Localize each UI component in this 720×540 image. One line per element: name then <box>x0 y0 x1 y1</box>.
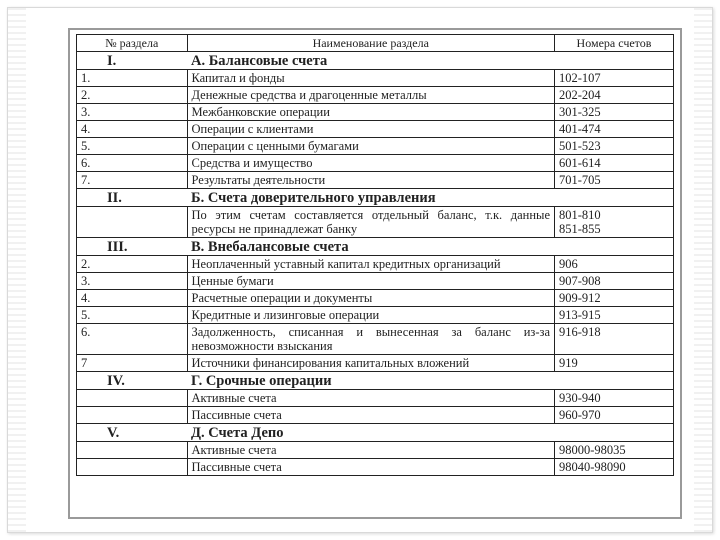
row-number: 5. <box>77 138 188 155</box>
row-accounts: 301-325 <box>555 104 674 121</box>
row-number: 4. <box>77 290 188 307</box>
table-row <box>77 172 674 189</box>
row-name: Результаты деятельности <box>187 172 555 189</box>
table-row <box>77 121 674 138</box>
right-decoration <box>694 8 712 532</box>
section-row <box>77 189 674 207</box>
row-number: 5. <box>77 307 188 324</box>
row-accounts: 202-204 <box>555 87 674 104</box>
table-row <box>77 459 674 476</box>
section-number: III. <box>77 238 188 256</box>
row-accounts: 98040-98090 <box>555 459 674 476</box>
header-accounts: Номера счетов <box>555 35 674 52</box>
section-number: I. <box>77 52 188 70</box>
row-name: Кредитные и лизинговые операции <box>187 307 555 324</box>
section-title: В. Внебалансовые счета <box>187 238 674 256</box>
row-number: 7 <box>77 355 188 372</box>
row-name: Средства и имущество <box>187 155 555 172</box>
row-accounts: 601-614 <box>555 155 674 172</box>
table-row <box>77 355 674 372</box>
row-name: Межбанковские операции <box>187 104 555 121</box>
row-number: 4. <box>77 121 188 138</box>
section-number: IV. <box>77 372 188 390</box>
row-number: 6. <box>77 155 188 172</box>
row-number <box>77 390 188 407</box>
row-name: Пассивные счета <box>187 459 555 476</box>
table-row <box>77 155 674 172</box>
row-name: Задолженность, списанная и вынесенная за баланс из-за невозможности взыскания <box>187 324 555 355</box>
row-name: Пассивные счета <box>187 407 555 424</box>
table-header <box>77 35 674 52</box>
row-accounts: 801-810 851-855 <box>555 207 674 238</box>
chart-of-accounts-table <box>76 34 674 476</box>
row-name: Источники финансирования капитальных вложений <box>187 355 555 372</box>
row-accounts: 930-940 <box>555 390 674 407</box>
row-name: Активные счета <box>187 390 555 407</box>
row-accounts: 916-918 <box>555 324 674 355</box>
table-row <box>77 87 674 104</box>
row-name: Расчетные операции и документы <box>187 290 555 307</box>
table-row <box>77 70 674 87</box>
table-row <box>77 138 674 155</box>
row-number: 3. <box>77 104 188 121</box>
row-accounts: 501-523 <box>555 138 674 155</box>
table-row <box>77 407 674 424</box>
row-accounts: 909-912 <box>555 290 674 307</box>
table-row <box>77 307 674 324</box>
left-decoration <box>8 8 26 532</box>
table-row <box>77 390 674 407</box>
row-number: 3. <box>77 273 188 290</box>
table-row <box>77 207 674 238</box>
row-accounts: 102-107 <box>555 70 674 87</box>
section-row <box>77 238 674 256</box>
row-name: Активные счета <box>187 442 555 459</box>
section-title: Д. Счета Депо <box>187 424 674 442</box>
row-name: Операции с клиентами <box>187 121 555 138</box>
section-title: Б. Счета доверительного управления <box>187 189 674 207</box>
table-row <box>77 324 674 355</box>
row-number: 1. <box>77 70 188 87</box>
header-num: № раздела <box>77 35 188 52</box>
row-accounts: 960-970 <box>555 407 674 424</box>
row-accounts: 913-915 <box>555 307 674 324</box>
row-name: Операции с ценными бумагами <box>187 138 555 155</box>
row-number: 2. <box>77 87 188 104</box>
section-number: II. <box>77 189 188 207</box>
table-row <box>77 256 674 273</box>
section-row <box>77 52 674 70</box>
row-accounts: 98000-98035 <box>555 442 674 459</box>
section-row <box>77 424 674 442</box>
table-row <box>77 442 674 459</box>
row-accounts: 919 <box>555 355 674 372</box>
row-name: Ценные бумаги <box>187 273 555 290</box>
row-name: По этим счетам составляется отдельный баланс, т.к. данные ресурсы не принадлежат банку <box>187 207 555 238</box>
row-accounts: 906 <box>555 256 674 273</box>
section-number: V. <box>77 424 188 442</box>
row-number: 7. <box>77 172 188 189</box>
row-number: 2. <box>77 256 188 273</box>
header-name: Наименование раздела <box>187 35 555 52</box>
table-row <box>77 290 674 307</box>
section-title: А. Балансовые счета <box>187 52 674 70</box>
row-name: Капитал и фонды <box>187 70 555 87</box>
row-number <box>77 207 188 238</box>
section-title: Г. Срочные операции <box>187 372 674 390</box>
row-number <box>77 442 188 459</box>
row-accounts: 401-474 <box>555 121 674 138</box>
row-number: 6. <box>77 324 188 355</box>
row-accounts: 907-908 <box>555 273 674 290</box>
section-row <box>77 372 674 390</box>
row-number <box>77 407 188 424</box>
table-row <box>77 104 674 121</box>
row-number <box>77 459 188 476</box>
row-accounts: 701-705 <box>555 172 674 189</box>
row-name: Денежные средства и драгоценные металлы <box>187 87 555 104</box>
table-row <box>77 273 674 290</box>
document-sheet <box>68 28 682 519</box>
row-name: Неоплаченный уставный капитал кредитных организаций <box>187 256 555 273</box>
